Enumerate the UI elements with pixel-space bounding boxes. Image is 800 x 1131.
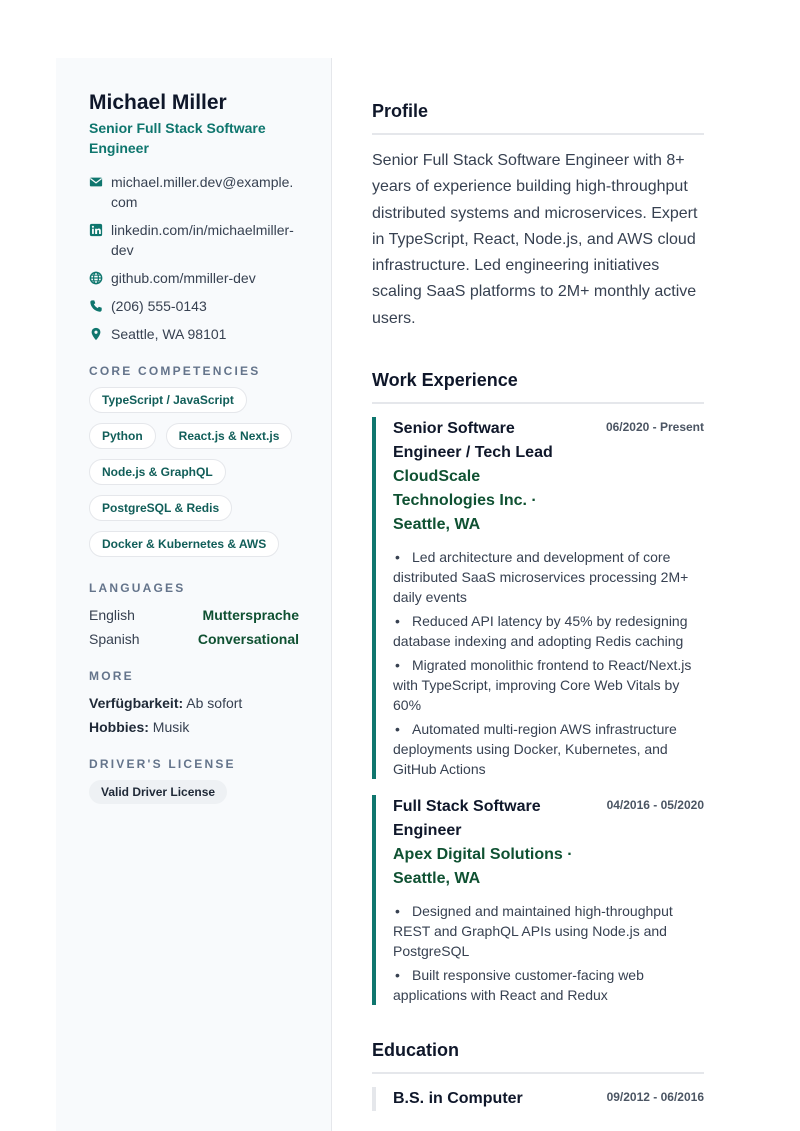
language-level: Conversational (197, 631, 299, 647)
competency-tag: PostgreSQL & Redis (89, 495, 232, 521)
job-header (393, 795, 704, 843)
contact-location-text: Seattle, WA 98101 (111, 326, 227, 342)
profile-summary: Senior Full Stack Software Engineer with 8+ years of experience building high-throughput distributed systems and microservices. Expert in TypeScript, React, Node.js, and AWS cloud infrastructure. Led engineering initiatives scaling SaaS platforms to 2M+ monthly active users. (372, 152, 698, 327)
job-bullets (393, 901, 704, 1005)
map-pin-icon (89, 327, 103, 341)
competency-tags (89, 387, 304, 557)
list-item: • Designed and maintained high-throughput REST and GraphQL APIs using Node.js and PostgreSQL (393, 903, 673, 960)
contact-list (89, 172, 298, 344)
globe-icon (89, 271, 103, 285)
experience-heading: Work Experience (372, 367, 704, 404)
availability-value: Ab sofort (186, 695, 243, 711)
contact-email[interactable] (89, 172, 298, 212)
languages-heading: LANGUAGES (89, 581, 186, 595)
job-title: Senior Software Engineer / Tech Lead (393, 420, 553, 462)
linkedin-icon (89, 223, 103, 237)
language-name: English (89, 607, 135, 623)
list-item: • Automated multi-region AWS infrastructure deployments using Docker, Kubernetes, and GitHub Actions (393, 721, 677, 778)
list-item: • Led architecture and development of core distributed SaaS microservices processing 2M+ daily events (393, 549, 689, 606)
phone-icon (89, 299, 103, 313)
contact-location (89, 324, 298, 344)
contact-phone[interactable] (89, 296, 298, 316)
more-list (89, 693, 298, 737)
candidate-role: Senior Full Stack Software Engineer (89, 120, 266, 156)
job-date: 04/2016 - 05/2020 (606, 798, 704, 813)
envelope-icon (89, 175, 103, 189)
hobbies-row (89, 717, 298, 737)
job-bullets (393, 547, 704, 779)
list-item: • Reduced API latency by 45% by redesigning database indexing and adopting Redis caching (393, 613, 688, 650)
education-heading: Education (372, 1037, 704, 1074)
contact-linkedin[interactable] (89, 220, 298, 260)
education-date: 09/2012 - 06/2016 (606, 1090, 704, 1105)
language-name: Spanish (89, 631, 140, 647)
license-heading: DRIVER'S LICENSE (89, 757, 236, 771)
language-row (89, 629, 299, 649)
list-item: • Migrated monolithic frontend to React/Next.js with TypeScript, improving Core Web Vitals by 60% (393, 657, 692, 714)
language-list (89, 605, 298, 649)
competencies-heading: CORE COMPETENCIES (89, 364, 261, 378)
contact-email-text: michael.miller.dev@example.com (111, 174, 294, 210)
availability-row (89, 693, 298, 713)
license-badge: Valid Driver License (89, 780, 227, 804)
sidebar (56, 58, 332, 1131)
job-title: Full Stack Software Engineer (393, 798, 541, 840)
language-row (89, 605, 299, 625)
competency-tag: Docker & Kubernetes & AWS (89, 531, 279, 557)
candidate-name: Michael Miller (89, 91, 227, 114)
job-header (393, 417, 704, 465)
more-heading: MORE (89, 669, 134, 683)
education-entry (372, 1087, 704, 1111)
contact-github[interactable] (89, 268, 298, 288)
competency-tag: React.js & Next.js (166, 423, 293, 449)
job-company: CloudScale Technologies Inc. · Seattle, WA (393, 468, 537, 534)
hobbies-key: Hobbies: (89, 719, 149, 735)
availability-key: Verfügbarkeit: (89, 695, 184, 711)
contact-phone-text: (206) 555-0143 (111, 298, 207, 314)
competency-tag: Python (89, 423, 156, 449)
job-date: 06/2020 - Present (605, 420, 704, 435)
education-header (393, 1087, 704, 1111)
hobbies-value: Musik (152, 719, 190, 735)
job-entry (372, 417, 704, 779)
job-entry (372, 795, 704, 1005)
profile-heading: Profile (372, 98, 704, 135)
job-company: Apex Digital Solutions · Seattle, WA (393, 846, 573, 888)
contact-linkedin-text: linkedin.com/in/michaelmiller-dev (111, 222, 294, 258)
competency-tag: Node.js & GraphQL (89, 459, 226, 485)
degree-title: B.S. in Computer (393, 1090, 523, 1108)
list-item: • Built responsive customer-facing web applications with React and Redux (393, 967, 644, 1004)
contact-github-text: github.com/mmiller-dev (111, 270, 256, 286)
competency-tag: TypeScript / JavaScript (89, 387, 247, 413)
main-content (372, 98, 704, 1111)
language-level: Muttersprache (202, 607, 299, 623)
